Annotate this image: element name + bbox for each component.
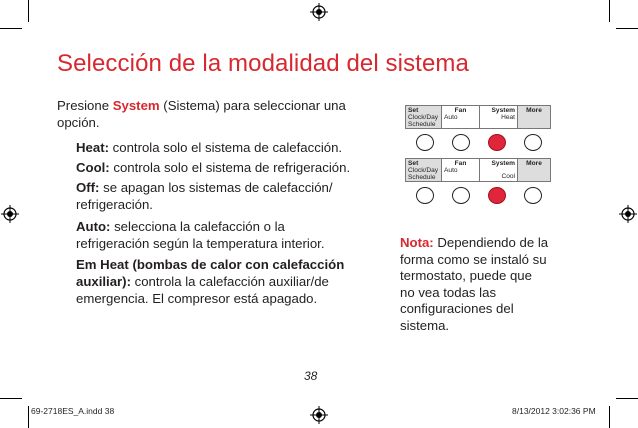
intro-prefix: Presione	[57, 98, 113, 113]
system-keyword: System	[112, 98, 160, 113]
more-button[interactable]	[524, 134, 542, 151]
mode-heat	[76, 139, 356, 156]
system-label: System	[491, 107, 515, 114]
crop-mark	[609, 406, 610, 428]
registration-mark-icon	[1, 205, 19, 223]
footer-filename: 69-2718ES_A.indd 38	[31, 406, 115, 416]
fan-value: Auto	[444, 114, 458, 121]
mode-auto	[76, 218, 358, 252]
crop-mark	[616, 28, 638, 29]
fan-cell	[442, 106, 480, 128]
more-label: More	[526, 107, 542, 114]
schedule-label: Schedule	[408, 174, 436, 181]
fan-label: Fan	[454, 107, 467, 114]
fan-value: Auto	[444, 167, 458, 174]
mode-keyword: Auto:	[76, 219, 111, 234]
mode-keyword: Heat:	[76, 140, 109, 155]
fan-label: Fan	[454, 160, 467, 167]
registration-mark-icon	[310, 406, 328, 424]
crop-mark	[28, 406, 29, 428]
registration-mark-icon	[310, 3, 328, 21]
page-number: 38	[304, 369, 318, 383]
mode-text: controla solo el sistema de calefacción.	[108, 140, 343, 155]
set-button[interactable]	[416, 134, 434, 151]
intro-suffix: (Sistema) para seleccionar una opción.	[57, 98, 346, 130]
system-value: Heat	[501, 114, 515, 121]
set-cell	[406, 159, 442, 181]
more-label: More	[526, 160, 542, 167]
system-cell	[480, 106, 518, 128]
crop-mark	[0, 398, 22, 399]
mode-keyword-detail: (bombas de calor con calefacción auxiliar):	[76, 257, 345, 289]
thermostat-display	[405, 105, 551, 129]
set-label: Set	[408, 160, 419, 167]
note-label: Nota:	[400, 235, 434, 250]
note-text: Dependiendo de la forma como se instaló su termostato, puede que no vea todas las configuraciones del sistema.	[400, 235, 549, 333]
system-value: Cool	[501, 173, 515, 180]
mode-off	[76, 179, 344, 213]
page-title: Selección de la modalidad del sistema	[57, 50, 469, 77]
fan-button[interactable]	[452, 187, 470, 204]
system-button[interactable]	[488, 134, 506, 151]
schedule-label: Schedule	[408, 121, 436, 128]
note-paragraph	[400, 235, 550, 334]
set-button[interactable]	[416, 187, 434, 204]
mode-text: selecciona la calefacción o la refrigeración según la temperatura interior.	[76, 219, 325, 251]
more-cell	[518, 159, 550, 181]
mode-keyword: Cool:	[76, 160, 110, 175]
footer-timestamp: 8/13/2012 3:02:36 PM	[512, 406, 596, 416]
system-button[interactable]	[488, 187, 506, 204]
system-cell	[480, 159, 518, 181]
registration-mark-icon	[619, 205, 637, 223]
mode-keyword: Em Heat	[76, 257, 129, 272]
crop-mark	[609, 0, 610, 22]
set-cell	[406, 106, 442, 128]
mode-keyword: Off:	[76, 180, 100, 195]
mode-text: controla solo el sistema de refrigeración.	[109, 160, 351, 175]
clock-day-label: Clock/Day	[408, 114, 439, 121]
crop-mark	[616, 398, 638, 399]
mode-em-heat	[76, 256, 358, 307]
crop-mark	[0, 28, 22, 29]
mode-cool	[76, 159, 356, 176]
mode-text: se apagan los sistemas de calefacción/ refrigeración.	[76, 180, 333, 212]
system-label: System	[491, 160, 515, 167]
crop-mark	[28, 0, 29, 22]
mode-text: controla la calefacción auxiliar/de emergencia. El compresor está apagado.	[76, 274, 329, 306]
more-cell	[518, 106, 550, 128]
fan-button[interactable]	[452, 134, 470, 151]
thermostat-display	[405, 158, 551, 182]
intro-paragraph	[57, 97, 347, 131]
more-button[interactable]	[524, 187, 542, 204]
clock-day-label: Clock/Day	[408, 167, 439, 174]
set-label: Set	[408, 107, 419, 114]
fan-cell	[442, 159, 480, 181]
